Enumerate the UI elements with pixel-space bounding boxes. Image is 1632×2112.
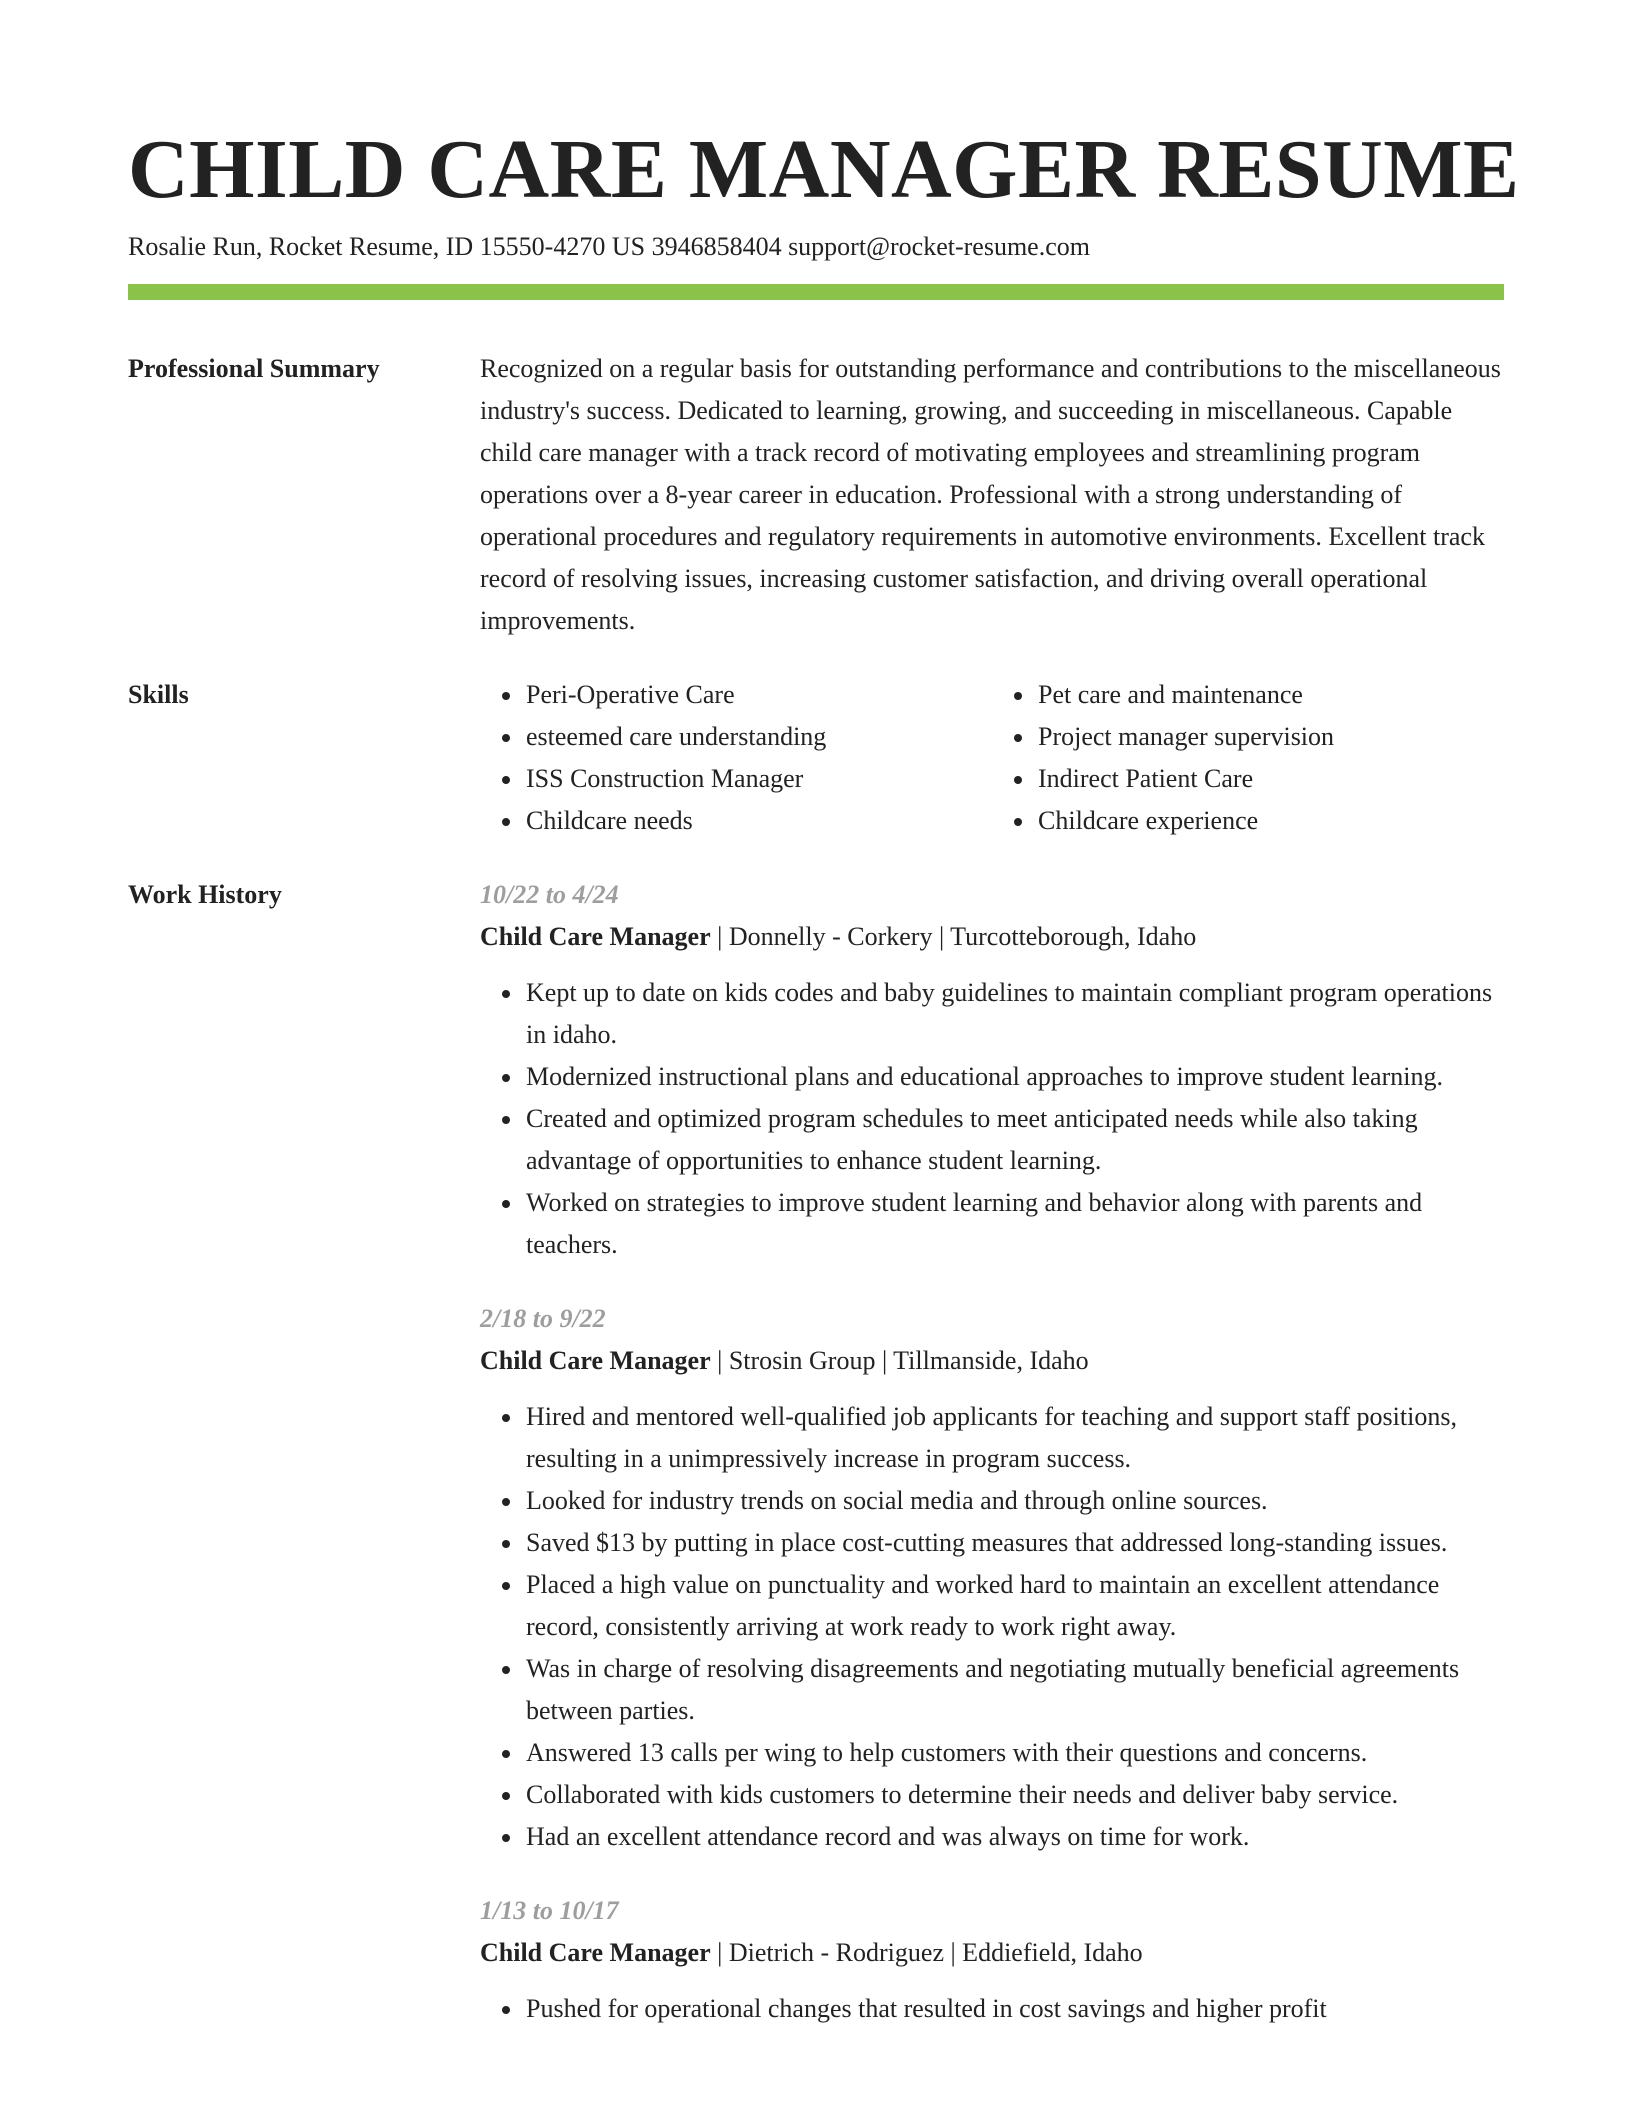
job-bullet: • Worked on strategies to improve student learning and behavior along with parents and teachers. [524, 1182, 1504, 1266]
skills-list-right [992, 674, 1504, 842]
skill-item: • Pet care and maintenance [1036, 674, 1504, 716]
job-bullet: • Had an excellent attendance record and was always on time for work. [524, 1816, 1504, 1858]
skill-item: • Project manager supervision [1036, 716, 1504, 758]
job-title: Child Care Manager [480, 1346, 711, 1375]
job-entry [480, 1890, 1504, 2030]
job-entry [480, 874, 1504, 1266]
job-entry [480, 1298, 1504, 1858]
resume-title: CHILD CARE MANAGER RESUME [128, 123, 1520, 216]
section-label: Work History [128, 880, 282, 909]
job-bullet: • Kept up to date on kids codes and baby guidelines to maintain compliant program operations in idaho. [524, 972, 1504, 1056]
professional-summary-section [128, 348, 1504, 642]
resume-page [128, 120, 1520, 2062]
skill-item: • Peri-Operative Care [524, 674, 992, 716]
job-details: | Dietrich - Rodriguez | Eddiefield, Idaho [710, 1938, 1143, 1967]
skill-item: • Indirect Patient Care [1036, 758, 1504, 800]
skills-section [128, 674, 1504, 842]
job-title: Child Care Manager [480, 1938, 711, 1967]
work-history-section [128, 874, 1504, 2062]
job-bullet: • Answered 13 calls per wing to help customers with their questions and concerns. [524, 1732, 1504, 1774]
job-bullets [480, 972, 1504, 1266]
job-bullets [480, 1396, 1504, 1858]
job-bullet: • Was in charge of resolving disagreements and negotiating mutually beneficial agreements between parties. [524, 1648, 1504, 1732]
job-bullet: • Pushed for operational changes that resulted in cost savings and higher profit [524, 1988, 1504, 2030]
job-heading [480, 916, 1504, 958]
skill-item: • Childcare needs [524, 800, 992, 842]
job-bullet: • Saved $13 by putting in place cost-cutting measures that addressed long-standing issues. [524, 1522, 1504, 1564]
job-bullet: • Modernized instructional plans and educational approaches to improve student learning. [524, 1056, 1504, 1098]
skills-list-left [480, 674, 992, 842]
header-divider [128, 284, 1504, 300]
job-heading [480, 1932, 1504, 1974]
section-label: Skills [128, 680, 189, 709]
contact-line: Rosalie Run, Rocket Resume, ID 15550-4270 US 3946858404 support@rocket-resume.com [128, 232, 1090, 261]
skills-columns [480, 674, 1504, 842]
job-title: Child Care Manager [480, 922, 711, 951]
skill-item: • ISS Construction Manager [524, 758, 992, 800]
job-bullet: • Hired and mentored well-qualified job applicants for teaching and support staff positions, resulting in a unimpressively increase in program success. [524, 1396, 1504, 1480]
job-bullet: • Created and optimized program schedules to meet anticipated needs while also taking advantage of opportunities to enhance student learning. [524, 1098, 1504, 1182]
summary-text: Recognized on a regular basis for outstanding performance and contributions to the miscellaneous industry's success. Dedicated to learning, growing, and succeeding in miscellaneous. Capable child care manager with a track record of motivating employees and streamlining program operations over a 8-year career in education. Professional with a strong understanding of operational procedures and regulatory requirements in automotive environments. Excellent track record of resolving issues, increasing customer satisfaction, and driving overall operational improvements. [480, 354, 1501, 635]
job-heading [480, 1340, 1504, 1382]
job-details: | Donnelly - Corkery | Turcotteborough, Idaho [710, 922, 1197, 951]
section-label: Professional Summary [128, 354, 380, 383]
job-dates: 10/22 to 4/24 [480, 880, 619, 909]
job-bullet: • Placed a high value on punctuality and worked hard to maintain an excellent attendance record, consistently arriving at work ready to work right away. [524, 1564, 1504, 1648]
job-bullet: • Looked for industry trends on social media and through online sources. [524, 1480, 1504, 1522]
job-bullets [480, 1988, 1504, 2030]
skill-item: • esteemed care understanding [524, 716, 992, 758]
job-details: | Strosin Group | Tillmanside, Idaho [710, 1346, 1089, 1375]
job-dates: 2/18 to 9/22 [480, 1304, 606, 1333]
job-dates: 1/13 to 10/17 [480, 1896, 619, 1925]
skill-item: • Childcare experience [1036, 800, 1504, 842]
job-bullet: • Collaborated with kids customers to determine their needs and deliver baby service. [524, 1774, 1504, 1816]
